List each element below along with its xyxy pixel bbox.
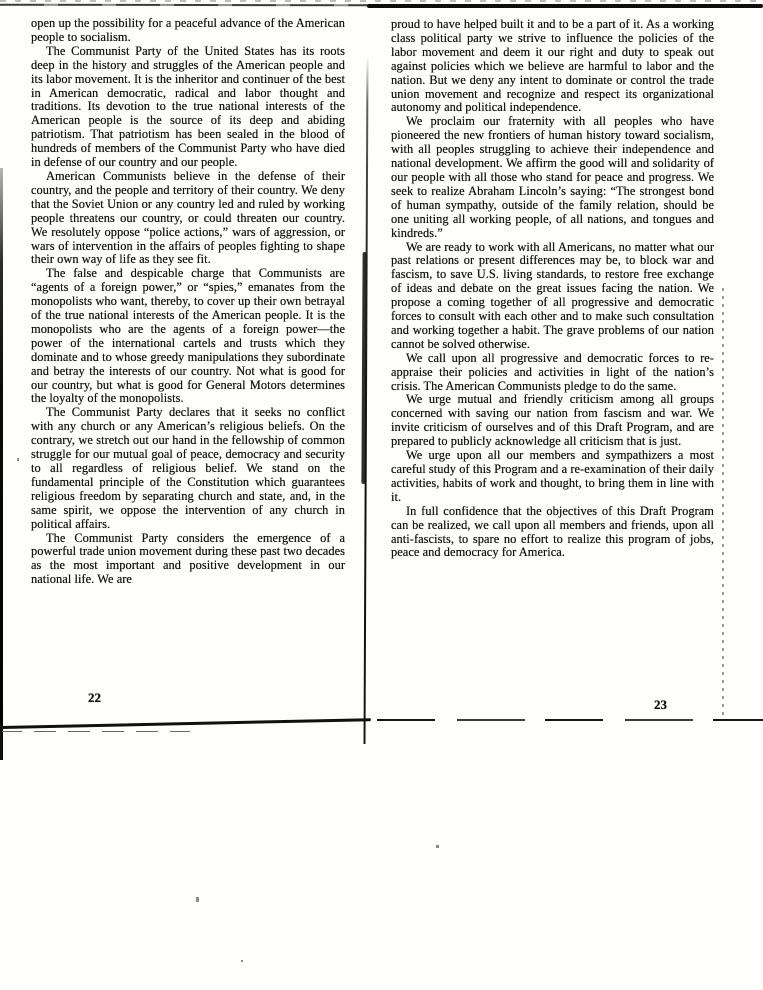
book-left-edge-shadow: [0, 168, 3, 760]
right-page-bottom-edge: [377, 719, 763, 721]
left-page-bottom-edge-echo: [0, 731, 190, 732]
paragraph: The Communist Party declares that it seeks no conflict with any church or any American’s religious beliefs. On the contrary, we stretch out our hand in the fellowship of common struggle for our mutual goal of peace, democracy and security to all regardless of religious belief. We stand on the fundamental principle of the Constitution which guarantees religious freedom by separating church and state, and, in the same spirit, we oppose the intervention of any church in political affairs.: [31, 405, 345, 531]
left-page-corner-tick: [0, 724, 2, 760]
paragraph: We call upon all progressive and democratic forces to re-appraise their policies and activities in light of the nation’s crisis. The American Communists pledge to do the same.: [391, 350, 714, 393]
right-page-number: 23: [654, 697, 667, 712]
page-right-edge-noise: [722, 288, 724, 720]
scan-speck: [241, 960, 243, 962]
scan-speck: [17, 458, 19, 461]
left-page-number: 22: [88, 690, 101, 705]
scan-speck: [196, 897, 199, 902]
paragraph: In full confidence that the objectives of this Draft Program can be realized, we call upon all members and friends, upon all anti-fascists, to spare no effort to realize this program of jobs, peace and democracy for America.: [391, 503, 714, 560]
left-page-text-column: [31, 17, 345, 587]
paragraph: We urge upon all our members and sympathizers a most careful study of this Program and a re-examination of their daily activities, habits of work and thought, to bring them in line with it.: [391, 448, 714, 504]
paragraph: The false and despicable charge that Communists are “agents of a foreign power,” or “spies,” emanates from the monopolists who want, thereby, to cover up their own betrayal of the true national interests of the American people. It is the monopolists who are the agents of a foreign power—the power of the international cartels and trusts which they dominate and to whose greedy manipulations they subordinate and betray the interests of our country. Not what is good for our country, but what is good for General Motors determines the loyalty of the monopolists.: [31, 266, 345, 406]
scan-speck: [436, 845, 439, 848]
paragraph: The Communist Party of the United States has its roots deep in the history and struggles of the American people and its labor movement. It is the inheritor and continuer of the best in American democratic, radical and labor thought and traditions. Its devotion to the true national interests of the American people is the source of its deep and abiding patriotism. That patriotism has been sealed in the blood of hundreds of members of the Communist Party who have died in defense of our country and our people.: [31, 43, 345, 170]
paragraph: We proclaim our fraternity with all peoples who have pioneered the new frontiers of human history toward socialism, with all peoples struggling to achieve their independence and national development. We affirm the good will and solidarity of our people with all those who stand for peace and progress. We seek to realize Abraham Lincoln’s saying: “The strongest bond of human sympathy, outside of the family relation, should be one uniting all working people, of all nations, and tongues and kindreds.”: [391, 114, 714, 240]
paragraph: open up the possibility for a peaceful advance of the American people to socialism.: [31, 16, 345, 44]
paragraph: The Communist Party considers the emergence of a powerful trade union movement during these past two decades as the most important and positive development in our national life. We are: [31, 530, 345, 587]
paragraph: We urge mutual and friendly criticism among all groups concerned with saving our nation from fascism and war. We invite criticism of ourselves and of this Draft Program, and are prepared to publicly acknowledge all criticism that is just.: [391, 392, 714, 449]
scan-top-edge-left: [0, 4, 372, 7]
scan-top-edge-right: [367, 4, 763, 8]
paragraph: We are ready to work with all Americans, no matter what our past relations or present differences may be, to block war and fascism, to save U.S. living standards, to restore free exchange of ideas and debate on the great issues facing the nation. We propose a coming together of all progressive and democratic forces to consult with each other and to make such consultation and working together a habit. The grave problems of our nation cannot be solved otherwise.: [391, 239, 714, 351]
left-page-bottom-edge: [0, 718, 371, 729]
paragraph: American Communists believe in the defense of their country, and the people and territory of their country. We deny that the Soviet Union or any country led and ruled by working people threatens our country, or could threaten our country. We resolutely oppose “police actions,” wars of aggression, or wars of intervention in the affairs of peoples fighting to shape their own way of life as they see fit.: [31, 168, 345, 267]
scan-top-speckle-line: [0, 0, 763, 2]
paragraph: proud to have helped built it and to be a part of it. As a working class political party we strive to influence the policies of the labor movement and deem it our right and duty to speak out against policies which we believe are harmful to labor and the nation. But we deny any intent to dominate or control the trade union movement and recognize and respect its organizational autonomy and political independence.: [391, 17, 714, 115]
right-page-text-column: [391, 18, 714, 560]
